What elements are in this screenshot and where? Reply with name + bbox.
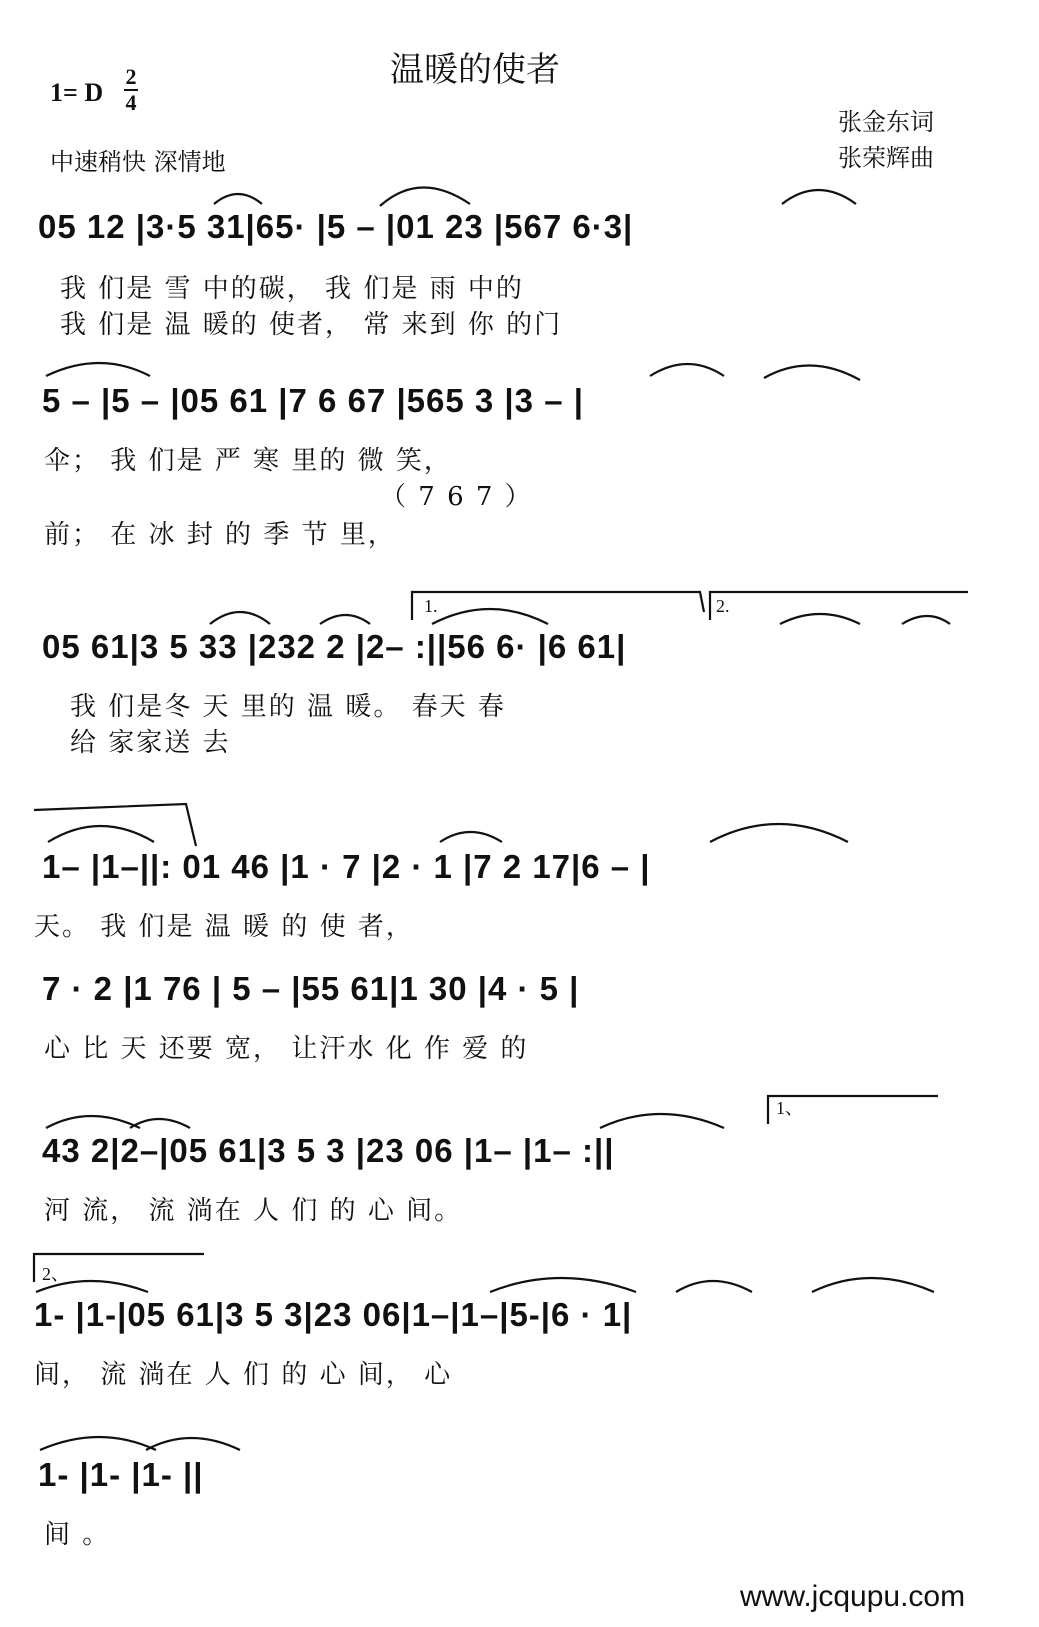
slur-mark [780, 614, 860, 624]
lyric-row-8: 间 。 [44, 1520, 111, 1550]
notation-row-4: 1– |1–||: 01 46 |1 · 7 |2 · 1 |7 2 17|6 – | [42, 848, 651, 885]
notation-row-5: 7 · 2 |1 76 | 5 – |55 61|1 30 |4 · 5 | [42, 970, 580, 1007]
volta-bracket [768, 1096, 938, 1124]
notation-row-6: 43 2|2–|05 61|3 5 3 |23 06 |1– |1– :|| [42, 1132, 615, 1169]
slur-mark [432, 609, 548, 624]
notation-row-7: 1- |1-|05 61|3 5 3|23 06|1–|1–|5-|6 · 1| [34, 1296, 633, 1333]
song-title: 温暖的使者 [390, 50, 560, 90]
slur-mark [48, 826, 154, 842]
slur-mark [146, 1438, 240, 1450]
volta-bracket [34, 804, 196, 846]
composer-credit: 张荣辉曲 [838, 144, 934, 172]
slur-mark [490, 1278, 636, 1292]
slur-mark [902, 616, 950, 624]
lyricist-credit: 张金东词 [838, 108, 934, 136]
lyric-row-3-verse-1: 我 们是冬 天 里的 温 暖。 春天 春 [70, 692, 506, 722]
time-signature-top: 2 [125, 64, 137, 89]
lyric-row-1-verse-2: 我 们是 温 暖的 使者， 常 来到 你 的门 [60, 310, 563, 340]
slur-mark [600, 1114, 724, 1128]
lyric-row-2-verse-1: 伞； 我 们是 严 寒 里的 微 笑， [44, 446, 452, 476]
lyric-row-7: 间， 流 淌在 人 们 的 心 间， 心 [34, 1360, 453, 1390]
time-signature-bottom: 4 [125, 90, 137, 115]
key-signature: 1= D [50, 78, 104, 107]
notation-row-1: 05 12 |3·5 31|65· |5 – |01 23 |567 6·3| [38, 208, 634, 245]
slur-mark [46, 1116, 140, 1128]
lyric-row-3-verse-2: 给 家家送 去 [70, 728, 231, 758]
slur-mark [380, 187, 470, 206]
lyric-row-1-verse-1: 我 们是 雪 中的碳， 我 们是 雨 中的 [60, 274, 524, 304]
lyric-row-2-alt-notes: （ 7 6 7 ） [380, 482, 533, 512]
second-ending-label-row-3: 2. [716, 596, 730, 616]
slur-mark [214, 194, 262, 204]
slur-mark [440, 832, 502, 842]
slur-mark [40, 1437, 156, 1450]
tempo-marking: 中速稍快 深情地 [50, 148, 226, 176]
lyric-row-4: 天。 我 们是 温 暖 的 使 者， [34, 912, 414, 942]
notation-row-3: 05 61|3 5 33 |232 2 |2– :||56 6· |6 61| [42, 628, 627, 665]
first-ending-label-row-3: 1. [424, 596, 438, 616]
slur-mark [812, 1278, 934, 1292]
volta-bracket [412, 592, 704, 620]
slur-mark [650, 364, 724, 376]
lyric-row-5: 心 比 天 还要 宽， 让汗水 化 作 爱 的 [44, 1034, 529, 1064]
lyric-row-6: 河 流， 流 淌在 人 们 的 心 间。 [44, 1196, 463, 1226]
slur-mark [36, 1281, 148, 1292]
first-ending-label-row-6: 1、 [776, 1098, 803, 1118]
slur-mark [46, 363, 150, 376]
volta-bracket [34, 1254, 204, 1282]
slur-mark [320, 615, 370, 624]
notation-row-2: 5 – |5 – |05 61 |7 6 67 |565 3 |3 – | [42, 382, 584, 419]
slur-mark [764, 365, 860, 380]
slur-mark [782, 190, 856, 204]
slur-mark [676, 1281, 752, 1292]
lyric-row-2-verse-2: 前； 在 冰 封 的 季 节 里， [44, 520, 396, 550]
slur-mark [710, 824, 848, 842]
slur-mark [210, 612, 270, 624]
watermark: www.jcqupu.com [740, 1580, 966, 1613]
second-ending-label-row-7: 2、 [42, 1264, 69, 1284]
notation-row-8: 1- |1- |1- || [38, 1456, 204, 1493]
